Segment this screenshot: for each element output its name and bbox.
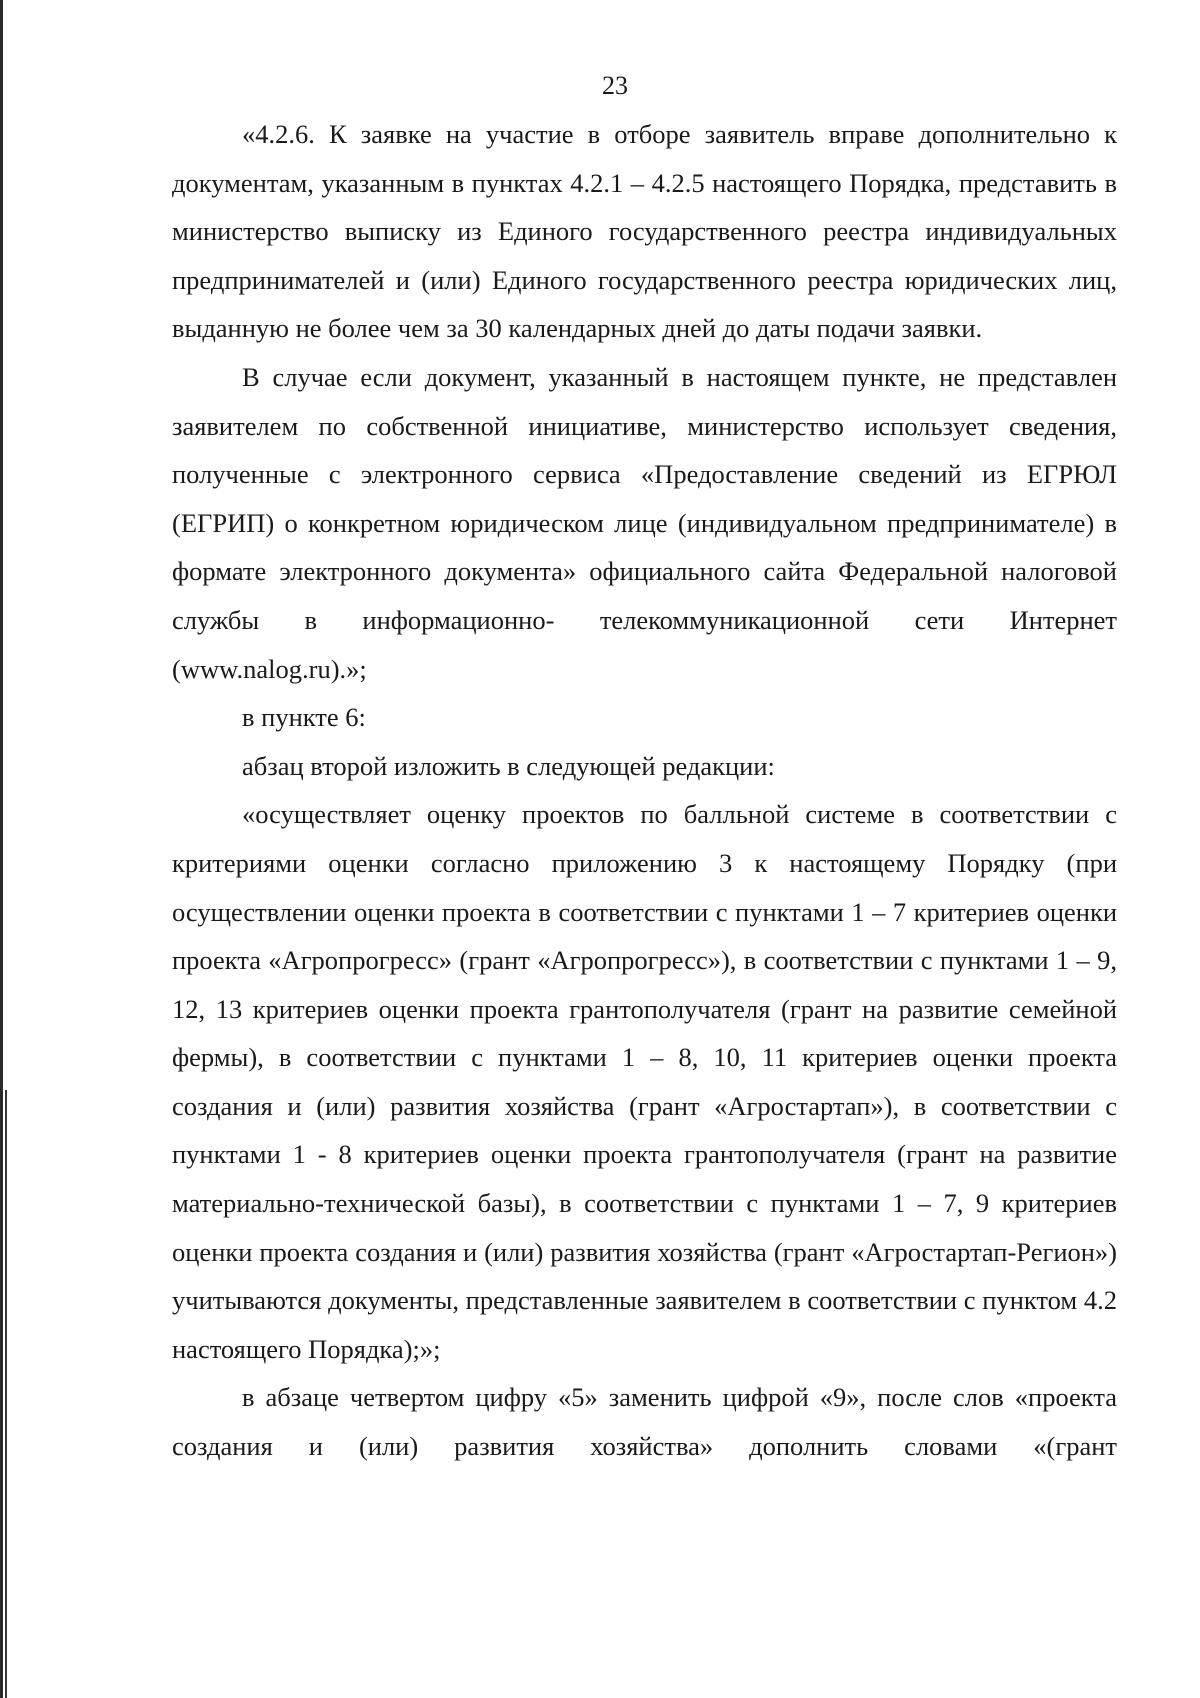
paragraph-4-2-6 bbox=[172, 110, 1117, 353]
text-line: «осуществляет оценку проектов по балльной системе в соответствии с bbox=[242, 799, 1117, 830]
paragraph-fourth-abzats bbox=[172, 1373, 1117, 1470]
text-line: В случае если документ, указанный в настоящем пункте, не bbox=[242, 361, 966, 392]
text-line: индивидуальных предпринимателей и (или) Единого государственного bbox=[172, 216, 1117, 295]
scan-edge-inner bbox=[5, 1090, 7, 1698]
page-number: 23 bbox=[602, 71, 628, 100]
text-line: пунктами 1 – 9, 12, 13 критериев оценки проекта грантополучателя (грант на bbox=[172, 945, 1117, 1024]
paragraph-point-6 bbox=[172, 693, 1117, 742]
text-line: оценки проекта создания и (или) развития хозяйства (грант «Агростартап»), в bbox=[172, 1042, 1118, 1121]
text-line: в абзаце четвертом цифру «5» заменить цифрой «9», после слов bbox=[242, 1382, 1004, 1413]
text-line: документам, указанным в пунктах 4.2.1 – 4.2.5 настоящего Порядка, bbox=[172, 167, 952, 198]
document-body bbox=[172, 110, 1117, 1471]
text-line: развитие семейной фермы), в соответствии с пунктами 1 – 8, 10, 11 критериев bbox=[172, 993, 1118, 1073]
text-line: соответствии с пунктами 1 - 8 критериев оценки проекта грантополучателя bbox=[172, 1090, 1117, 1170]
text-line: критериями оценки согласно приложению 3 к настоящему Порядку (при bbox=[172, 847, 1117, 878]
text-line: (индивидуальном предпринимателе) в формате электронного документа» bbox=[172, 507, 1117, 587]
text-line: использует сведения, полученные с электронного сервиса «Предоставление bbox=[172, 410, 1117, 490]
text-line: телекоммуникационной сети Интернет (www.nalog.ru).»; bbox=[172, 604, 1118, 684]
paragraph-second-abzats bbox=[172, 742, 1117, 791]
text-line: представленные заявителем в соответствии с пунктом 4.2 настоящего bbox=[172, 1285, 1118, 1364]
text-line: представить в министерство выписку из Единого государственного реестра bbox=[172, 167, 1117, 247]
text-line: «проекта создания и (или) развития хозяйства» дополнить словами «(грант bbox=[172, 1382, 1117, 1462]
scan-edge bbox=[0, 0, 3, 1698]
text-line: «4.2.6. К заявке на участие в отборе заявитель вправе дополнительно к bbox=[242, 119, 1117, 149]
text-line: даты подачи заявки. bbox=[755, 313, 983, 344]
text-line: Порядка);»; bbox=[308, 1333, 441, 1364]
text-line: (грант на развитие материально-технической базы), в соответствии с bbox=[172, 1139, 1117, 1219]
text-line: официального сайта Федеральной налоговой службы в информационно- bbox=[172, 556, 1117, 635]
text-line: реестра юридических лиц, выданную не более чем за 30 календарных дней до bbox=[172, 264, 1117, 344]
text-line: в пункте 6: bbox=[242, 702, 366, 733]
text-line: сведений из ЕГРЮЛ (ЕГРИП) о конкретном юридическом лице bbox=[172, 459, 1118, 538]
text-line: представлен заявителем по собственной инициативе, министерство bbox=[172, 361, 1118, 441]
text-line: пунктами 1 – 7, 9 критериев оценки проекта создания и (или) развития bbox=[172, 1188, 1118, 1267]
text-line: хозяйства (грант «Агростартап-Регион») учитываются документы, bbox=[172, 1236, 1118, 1316]
paragraph-evaluation bbox=[172, 790, 1117, 1373]
text-line: оценки проекта «Агропрогресс» (грант «Агропрогресс»), в соответствии с bbox=[172, 896, 1118, 976]
paragraph-if-not-submitted bbox=[172, 353, 1117, 693]
text-line: абзац второй изложить в следующей редакции: bbox=[242, 750, 775, 781]
text-line: осуществлении оценки проекта в соответствии с пунктами 1 – 7 критериев bbox=[172, 896, 1030, 927]
